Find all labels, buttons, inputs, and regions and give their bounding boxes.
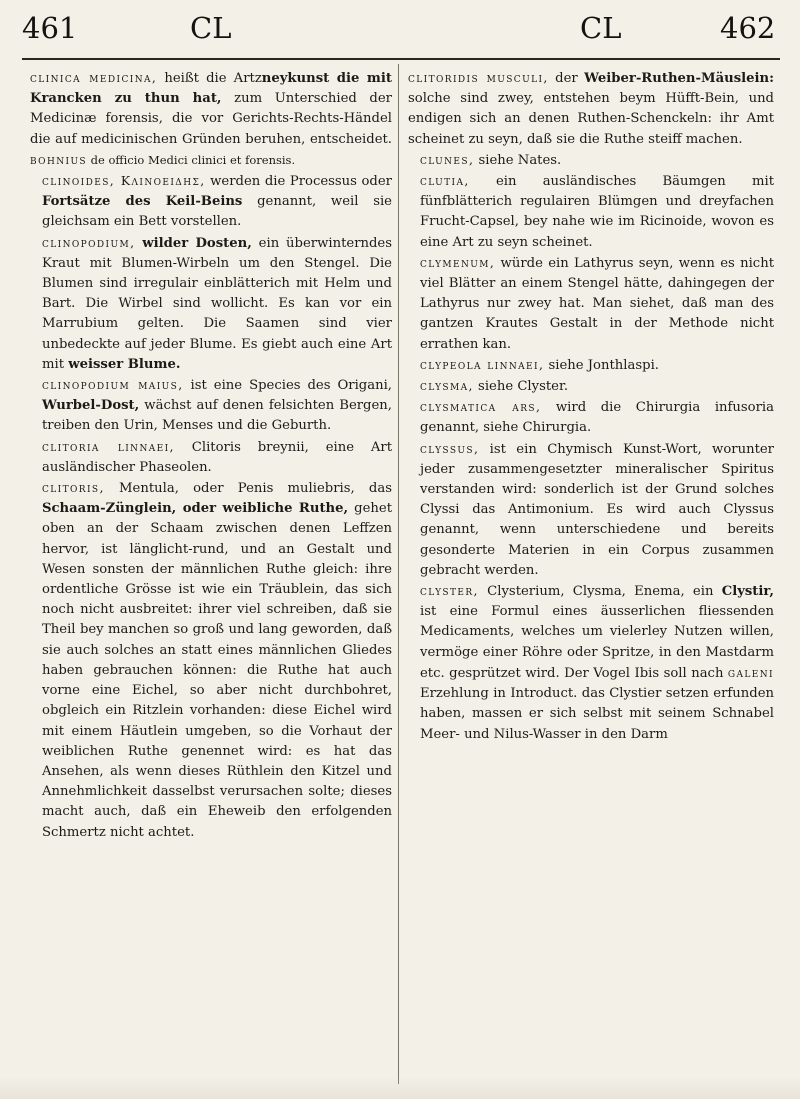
entry-clypeola-linnaei [408,355,774,376]
entry-text: würde ein Lathyrus seyn, wenn es nicht viel Blätter an einem Stengel hätte, dahingegen der Lathyrus nur zwey hat. Man siehet, daß man des gantzen Krautes Gestalt in der Methode nicht errathen kan. [420,255,774,352]
emphasized-term: Schaam-Zünglein, oder weibliche Ruthe, [42,501,349,517]
headword: clysmatica ars, [420,399,542,415]
headword: clinopodium, [42,234,136,250]
right-column [408,68,774,1093]
entry-clymenum [408,253,774,355]
entry-clitoris [30,478,392,843]
entry-clitoria-linnaei [30,437,392,478]
entry-text: wird die Chirurgia infusoria genannt, siehe Chirurgia. [420,400,774,436]
entry-clunes [408,150,774,171]
author-name: galeni [727,664,774,680]
left-column [30,68,392,1093]
emphasized-term: Clystir, [721,584,774,600]
page-number-left: 461 [22,11,78,45]
headword: clymenum, [420,254,496,270]
entry-clinopodium [30,233,392,375]
entry-clysmatica-ars [408,397,774,438]
author-name: bohnius [30,151,87,167]
running-head-right: CL [580,11,622,45]
entry-text: solche sind zwey, entstehen beym Hüfft-Bein, und endigen sich an denen Ruthen-Schenckeln: ihr Amt scheinet zu seyn, daß sie die Ruthe steiff machen. [408,91,774,147]
entry-clinoides [30,171,392,233]
entry-text: heißt die Artz [157,71,262,86]
headword: clutia, [420,173,470,189]
headword: clyster, [420,583,479,599]
entry-text: ist eine Formul eines äusserlichen fliessenden Medicaments, welches um vielerley Nutzen willen, vermöge einer Röhre oder Spritze, in den Mastdarm etc. gesprützet wird. Der Vogel Ibis soll nach [420,604,774,681]
headword: clypeola linnaei, [420,356,545,372]
running-head-left: CL [190,11,232,45]
entry-text: ist ein Chymisch Kunst-Wort, worunter jeder zusammengesetzter mineralischer Spiritus verstanden wird: sonderlich ist der Grund solches Clyssi das Antimonium. Es wird auch Clyssus genannt, wenn unterschiedene und bereits gesonderte Materien in ein Corpus zusammen gebracht werden. [420,441,774,578]
entry-text: Erzehlung in Introduct. das Clystier setzen erfunden haben, massen er sich selbst mit seinem Schnabel Meer- und Nilus-Wasser in den Darm [420,686,774,742]
emphasized-term: Wurbel-Dost, [42,398,140,414]
headword: clitoridis musculi, [408,70,549,85]
emphasized-term: weisser Blume. [68,356,181,372]
entry-clitoridis-musculi: clitoridis musculi, der Weiber-Ruthen-Mäuslein: solche sind zwey, entstehen beym Hüfft-Bein, und endigen sich an denen Ruthen-Schenckeln: ihr Amt scheinet zu seyn, daß sie die Ruthe steiff machen. [408,70,774,147]
entry-text: gehet oben an der Schaam zwischen denen Leffzen hervor, ist länglicht-rund, und an Gestalt und Wesen sonsten der männlichen Ruthe gleich: ihre ordentliche Grösse ist wie ein Träublein, das sich noch nicht ausbreitet: ihrer viel schreiben, daß sie Theil bey manchen so groß und lang geworden, daß sie auch solches an statt eines männlichen Gliedes haben gebrauchen können: die Ruthe hat auch vorne eine Eichel, so aber nicht durchbohret, obgleich ein Ritzlein vorhanden: diese Eichel wird mit einem Häutlein umgeben, so die Vorhaut der weiblichen Ruthe genennet wird: es hat das Ansehen, als wenn dieses Rüthlein den Kitzel und Annehmlichkeit dasselbst verursachen solte; dieses macht auch, daß ein Eheweib den erfolgenden Schmertz nicht achtet. [42,501,392,840]
entry-text: ein überwinterndes Kraut mit Blumen-Wirbeln um den Stengel. Die Blumen sind irregulair einblätterich mit Helm und Bart. Die Wirbel sind wollicht. Es kan vor ein Marrubium gelten. Die Saamen sind vier unbedeckte auf jeder Blume. Es giebt auch eine Art mit [42,235,392,372]
emphasized-term: neykunst die mit Krancken zu thun hat, [30,71,392,107]
entry-text: Clysterium, Clysma, Enema, ein [478,584,722,600]
entry-text: werden die Processus oder [205,174,392,190]
entry-text: siehe Jonthlaspi. [544,357,659,373]
entry-text: siehe Nates. [474,152,562,168]
entry-text: Clitoris breynii, eine Art ausländischer Phaseolen. [42,439,392,475]
headword: clitoris, [42,480,105,496]
entry-text: zum Unterschied der Medicinæ forensis, die vor Gerichts-Rechts-Händel die auf medicinischen Gründen beruhen, entscheidet. [30,91,392,147]
entry-text: wächst auf denen felsichten Bergen, treiben den Urin, Menses und die Geburth. [42,398,392,434]
emphasized-term: Fortsätze des Keil-Beins [42,194,243,210]
entry-text: genannt, weil sie gleichsam ein Bett vorstellen. [42,194,392,230]
emphasized-term: wilder Dosten, [142,235,252,251]
headword: clysma, [420,378,474,394]
headword: clunes, [420,151,475,167]
column-divider [398,64,399,1084]
headword: clinica medicina, [30,70,158,85]
entry-text: siehe Clyster. [473,379,569,395]
entry-clysma [408,376,774,397]
entry-text: Mentula, oder Penis muliebris, das [104,481,392,497]
entry-clyssus [408,439,774,581]
running-header [0,0,800,60]
headword: clinoides, Κλινοειδης, [42,173,206,189]
entry-clinopodium-maius [30,375,392,437]
headword: clyssus, [420,440,480,456]
entry-text: ein ausländisches Bäumgen mit fünfblätterich regulairen Blümgen und dreyfachen Frucht-Capsel, bey nahe wie im Ricinoide, wovon es eine Art zu seyn scheinet. [420,174,774,250]
entry-clutia [408,171,774,253]
headword: clitoria linnaei, [42,438,175,454]
citation: de officio Medici clinici et forensis. [87,152,296,167]
header-rule [22,58,780,60]
emphasized-term: Weiber-Ruthen-Mäuslein: [584,71,774,86]
entry-clinica-medicina [30,68,392,171]
entry-text: ist eine Species des Origani, [183,378,392,394]
headword: clinopodium maius, [42,377,184,393]
page-number-right: 462 [720,11,776,45]
entry-clyster [408,581,774,745]
